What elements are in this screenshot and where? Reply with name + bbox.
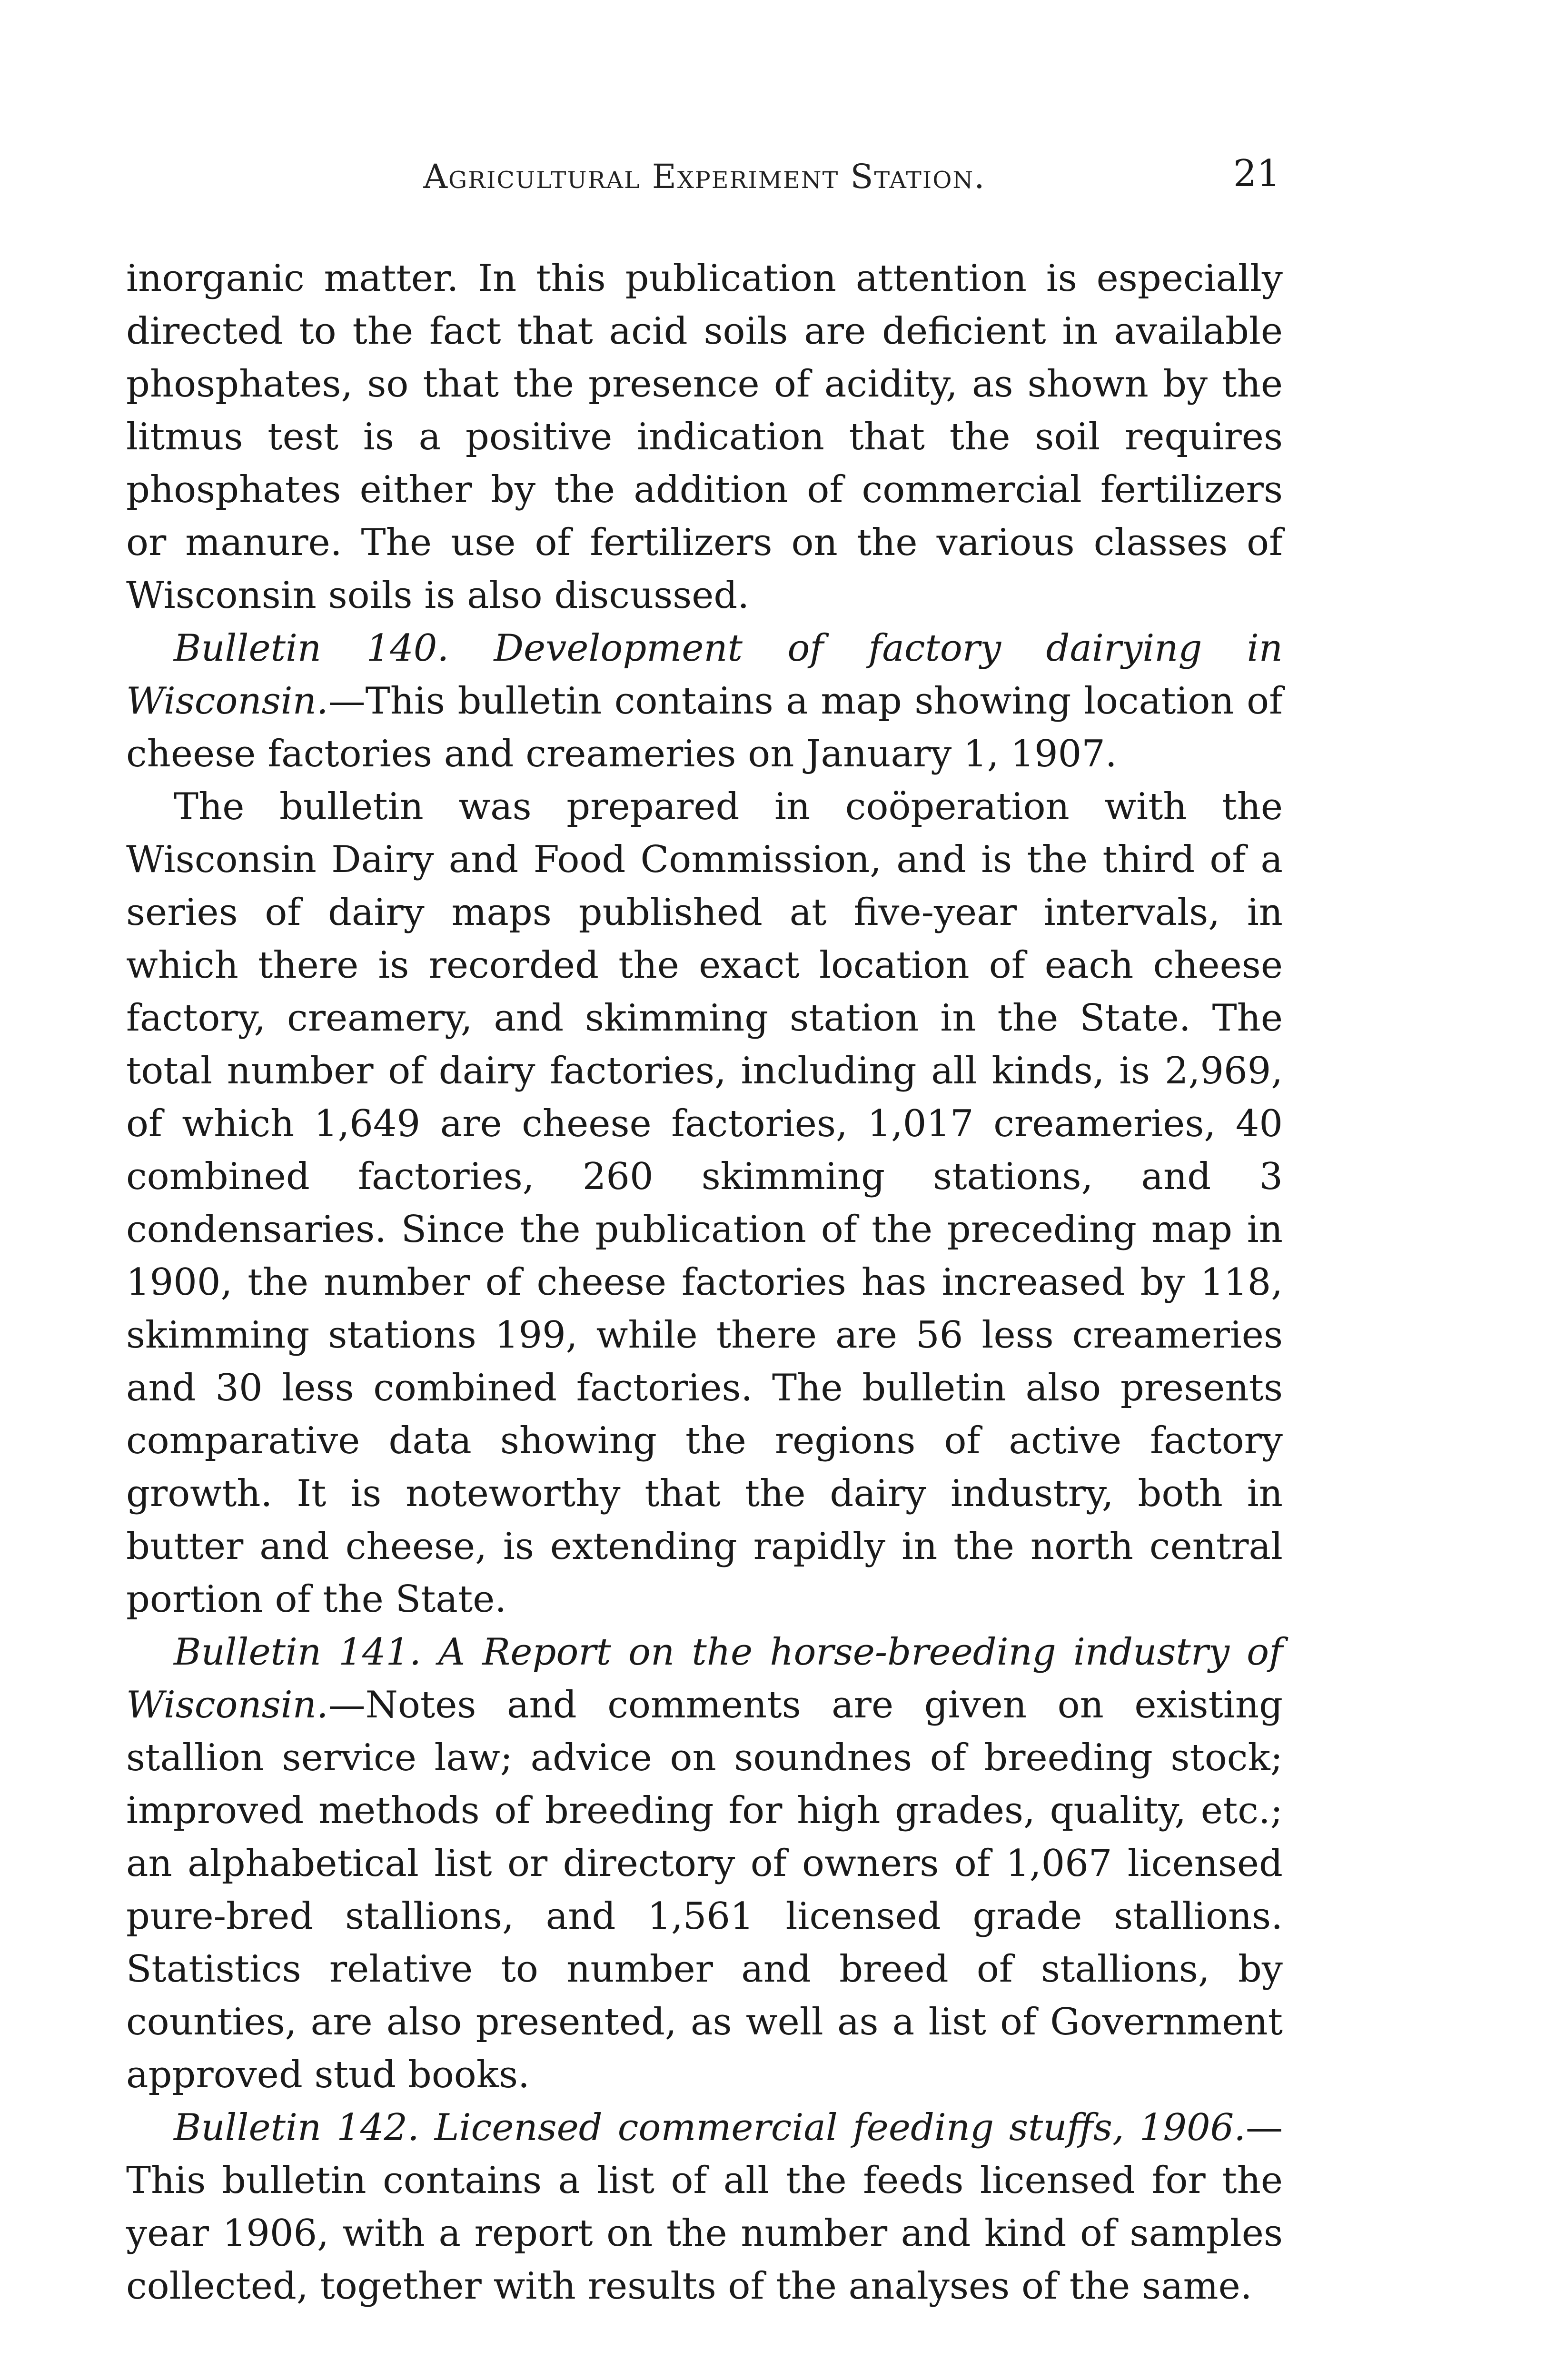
bulletin-141-title: Bulletin 141. A Report on the horse-breeding industry of Wisconsin. [126,1631,1283,1726]
page-number: 21 [1233,152,1280,195]
paragraph-bulletin-140 [126,622,1283,781]
running-title: Agricultural Experiment Station. [423,157,986,196]
bulletin-140-text: —This bulletin contains a map showing location of cheese factories and creameries on January 1, 1907. [126,680,1283,775]
paragraph-dairy-maps: The bulletin was prepared in coöperation with the Wisconsin Dairy and Food Commission, and is the third of a series of dairy maps published at five-year intervals, in which there is recorded the exact location of each cheese factory, creamery, and skimming station in the State. The total number of dairy factories, including all kinds, is 2,969, of which 1,649 are cheese factories, 1,017 creameries, 40 combined factories, 260 skimming stations, and 3 condensaries. Since the publication of the preceding map in 1900, the number of cheese factories has increased by 118, skimming stations 199, while there are 56 less creameries and 30 less combined factories. The bulletin also presents comparative data showing the regions of active factory growth. It is noteworthy that the dairy industry, both in butter and cheese, is extending rapidly in the north central portion of the State. [126,785,1283,1621]
bulletin-140-title: Bulletin 140. Development of factory dairying in Wisconsin. [126,627,1283,723]
bulletin-142-title: Bulletin 142. Licensed commercial feeding stuffs, 1906. [174,2106,1246,2149]
bulletin-141-text: —Notes and comments are given on existing stallion service law; advice on soundnes of breeding stock; improved methods of breeding for high grades, quality, etc.; an alphabetical list or directory of owners of 1,067 licensed pure-bred stallions, and 1,561 licensed grade stallions. Statistics relative to number and breed of stallions, by counties, are also presented, as well as a list of Government approved stud books. [126,1684,1283,2096]
paragraph-bulletin-141 [126,1626,1283,2102]
paragraph-continuation: inorganic matter. In this publication attention is especially directed to the fact that acid soils are deficient in available phosphates, so that the presence of acidity, as shown by the litmus test is a positive indication that the soil requires phosphates either by the addition of commercial fertilizers or manure. The use of fertilizers on the various classes of Wisconsin soils is also discussed. [126,257,1283,617]
bulletin-142-text: —This bulletin contains a list of all the feeds licensed for the year 1906, with a report on the number and kind of samples collected, together with results of the analyses of the same. [126,2106,1283,2308]
running-head [129,152,1280,214]
body-text [126,252,1283,2313]
paragraph-bulletin-142 [126,2102,1283,2313]
